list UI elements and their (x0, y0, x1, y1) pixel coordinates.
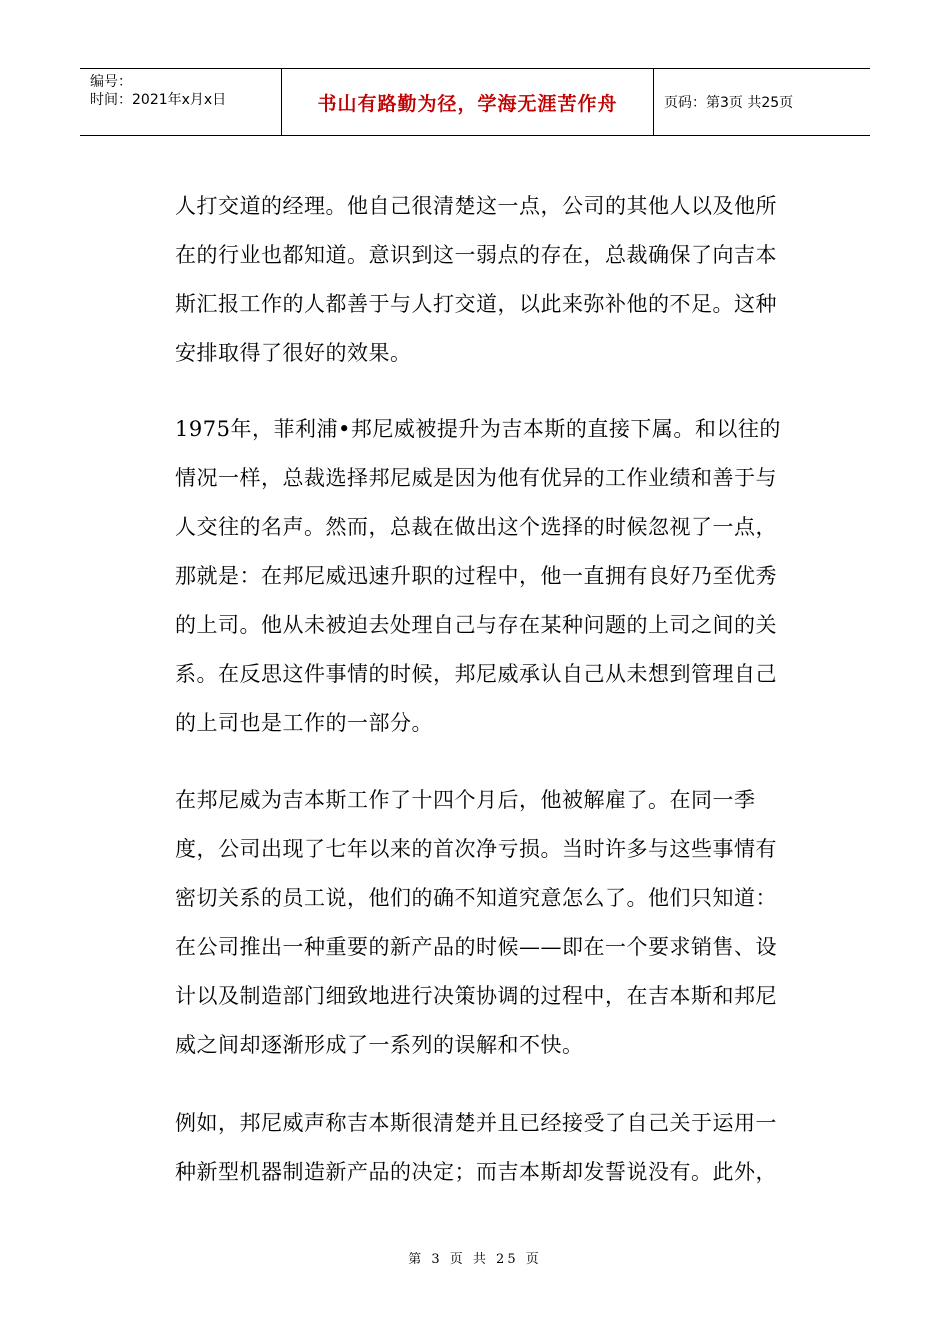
header-page-cell (654, 69, 870, 135)
paragraph-1 (175, 182, 777, 378)
footer-page-number: 第 3 页 共 25 页 (408, 1252, 542, 1267)
header-motto: 书山有路勤为径，学海无涯苦作舟 (317, 92, 618, 115)
text-line: 情况一样，总裁选择邦尼威是因为他有优异的工作业绩和善于与 (175, 466, 777, 490)
text-line: 人打交道的经理。他自己很清楚这一点，公司的其他人以及他所 (175, 194, 777, 218)
text-line: 的上司。他从未被迫去处理自己与存在某种问题的上司之间的关 (175, 613, 777, 637)
page-header (80, 68, 870, 136)
text-line: 人交往的名声。然而，总裁在做出这个选择的时候忽视了一点， (175, 515, 777, 539)
document-date-label: 时间：2021年x月x日 (90, 92, 227, 108)
text-line: 计以及制造部门细致地进行决策协调的过程中，在吉本斯和邦尼 (175, 984, 777, 1008)
text-line: 度，公司出现了七年以来的首次净亏损。当时许多与这些事情有 (175, 837, 777, 861)
text-line: 密切关系的员工说，他们的确不知道究意怎么了。他们只知道： (175, 886, 777, 910)
text-line: 斯汇报工作的人都善于与人打交道，以此来弥补他的不足。这种 (175, 292, 777, 316)
document-number-label: 编号： (90, 74, 132, 90)
header-motto-cell (282, 69, 654, 135)
page-footer (0, 1248, 950, 1267)
text-line: 安排取得了很好的效果。 (175, 341, 412, 365)
text-line: 种新型机器制造新产品的决定；而吉本斯却发誓说没有。此外， (175, 1160, 777, 1184)
text-line: 系。在反思这件事情的时候，邦尼威承认自己从未想到管理自己 (175, 662, 777, 686)
text-line: 那就是：在邦尼威迅速升职的过程中，他一直拥有良好乃至优秀 (175, 564, 777, 588)
header-page-info: 页码：第3页 共25页 (664, 95, 794, 111)
text-line: 在的行业也都知道。意识到这一弱点的存在，总裁确保了向吉本 (175, 243, 777, 267)
text-line: 的上司也是工作的一部分。 (175, 711, 433, 735)
paragraph-4 (175, 1099, 777, 1197)
text-line: 威之间却逐渐形成了一系列的误解和不快。 (175, 1033, 584, 1057)
text-line: 1975年，菲利浦•邦尼威被提升为吉本斯的直接下属。和以往的 (175, 417, 781, 441)
text-line: 在公司推出一种重要的新产品的时候——即在一个要求销售、设 (175, 935, 777, 959)
text-line: 例如，邦尼威声称吉本斯很清楚并且已经接受了自己关于运用一 (175, 1111, 777, 1135)
paragraph-2 (175, 405, 781, 748)
paragraph-3 (175, 776, 777, 1070)
header-meta-cell (80, 69, 282, 135)
text-line: 在邦尼威为吉本斯工作了十四个月后，他被解雇了。在同一季 (175, 788, 756, 812)
